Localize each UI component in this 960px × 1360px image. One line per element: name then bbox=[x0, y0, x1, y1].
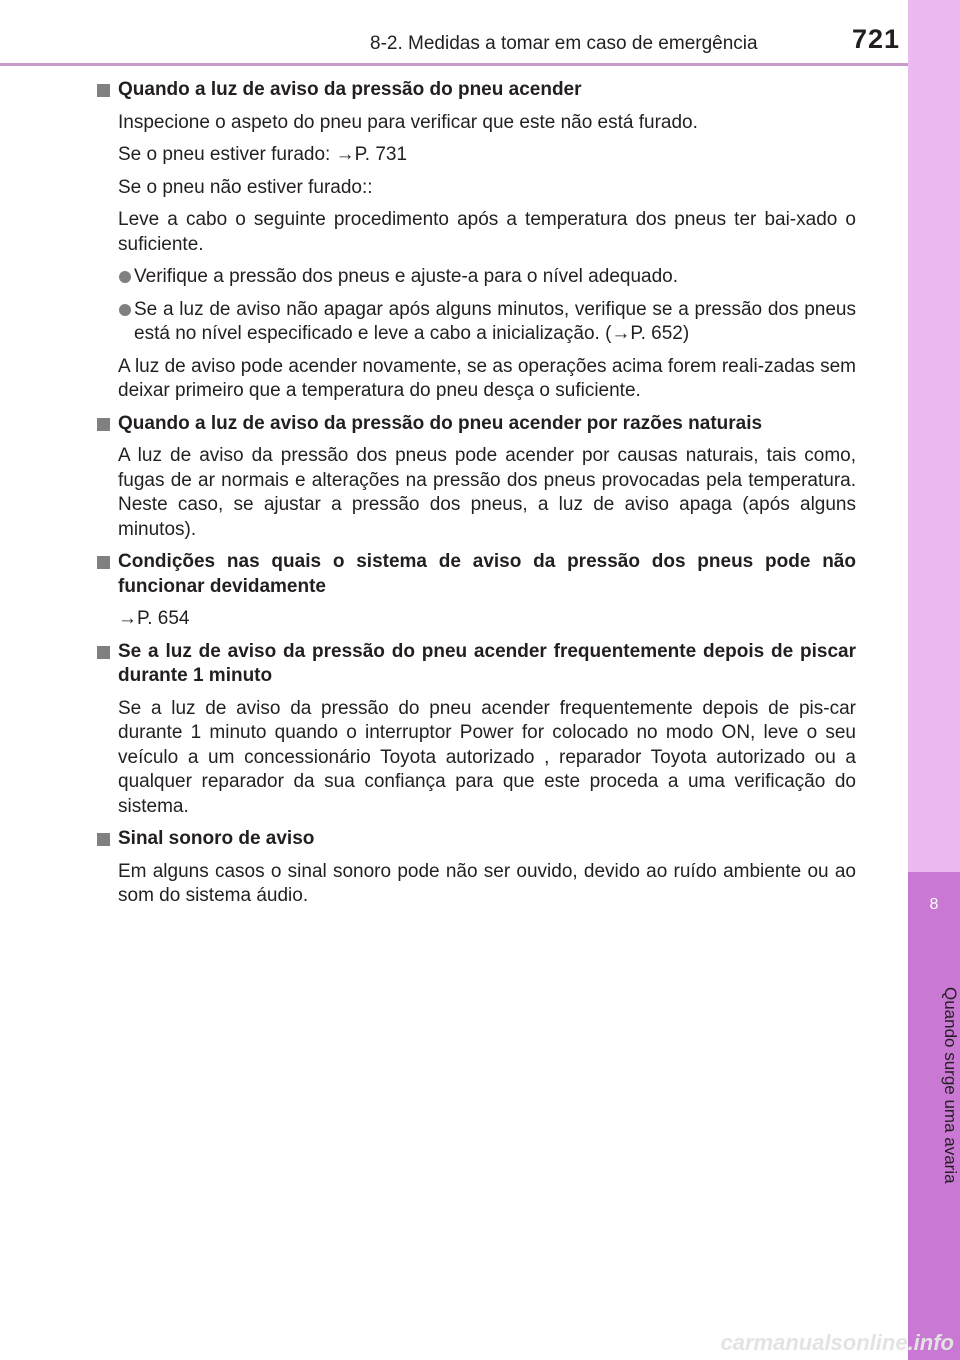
square-bullet-icon bbox=[97, 418, 110, 431]
chapter-title bbox=[908, 960, 960, 1210]
bullet-item: Verifique a pressão dos pneus e ajuste-a para o nível adequado. bbox=[96, 265, 856, 290]
paragraph: Leve a cabo o seguinte procedimento após a temperatura dos pneus ter bai-xado o suficiente. bbox=[118, 209, 856, 255]
paragraph: Inspecione o aspeto do pneu para verificar que este não está furado. bbox=[118, 111, 698, 133]
header-section-title: 8-2. Medidas a tomar em caso de emergência bbox=[370, 33, 758, 54]
section-heading: Condições nas quais o sistema de aviso da pressão dos pneus pode não funcionar devidamente bbox=[96, 550, 856, 599]
square-bullet-icon bbox=[97, 833, 110, 846]
section bbox=[96, 78, 856, 404]
paragraph: Se o pneu estiver furado: →P. 731 bbox=[118, 144, 408, 165]
paragraph: Em alguns casos o sinal sonoro pode não ser ouvido, devido ao ruído ambiente ou ao som do sistema áudio. bbox=[118, 860, 856, 906]
circle-bullet-icon bbox=[119, 304, 131, 316]
circle-bullet-icon bbox=[119, 271, 131, 283]
header-divider bbox=[0, 63, 908, 66]
section bbox=[96, 550, 856, 632]
page-content bbox=[96, 78, 856, 917]
watermark: carmanualsonline.info bbox=[720, 1330, 954, 1355]
square-bullet-icon bbox=[97, 646, 110, 659]
paragraph: A luz de aviso pode acender novamente, se as operações acima forem reali-zadas sem deixar primeiro que a temperatura do pneu desça o suficiente. bbox=[118, 355, 856, 401]
section bbox=[96, 827, 856, 909]
paragraph: →P. 654 bbox=[118, 608, 190, 629]
section-heading: Quando a luz de aviso da pressão do pneu acender por razões naturais bbox=[96, 412, 856, 437]
section-heading: Quando a luz de aviso da pressão do pneu acender bbox=[96, 78, 856, 103]
square-bullet-icon bbox=[97, 556, 110, 569]
section bbox=[96, 640, 856, 820]
square-bullet-icon bbox=[97, 84, 110, 97]
chapter-title-text: Quando surge uma avaria bbox=[941, 986, 960, 1184]
paragraph: A luz de aviso da pressão dos pneus pode acender por causas naturais, tais como, fugas de ar normais e alterações na pressão dos pneus provocadas pela temperatura. Neste caso, se ajustar a pressão dos pneus, a luz de aviso apaga (após alguns minutos). bbox=[118, 445, 856, 540]
paragraph: Se a luz de aviso da pressão do pneu acender frequentemente depois de pis-car durante 1 minuto quando o interruptor Power for colocado no modo ON, leve o seu veículo a um concessionário Toyota autorizado , reparador Toyota autorizado ou a qualquer reparador da sua confiança para que este proceda a uma verificação do sistema. bbox=[118, 697, 856, 817]
paragraph: Se o pneu não estiver furado:: bbox=[118, 176, 373, 198]
section-heading: Sinal sonoro de aviso bbox=[96, 827, 856, 852]
chapter-number: 8 bbox=[929, 896, 939, 913]
section bbox=[96, 412, 856, 543]
section-heading: Se a luz de aviso da pressão do pneu acender frequentemente depois de piscar durante 1 minuto bbox=[96, 640, 856, 689]
page-number: 721 bbox=[851, 24, 900, 54]
bullet-item: Se a luz de aviso não apagar após alguns minutos, verifique se a pressão dos pneus está no nível especificado e leve a cabo a inicialização. (→P. 652) bbox=[96, 298, 856, 347]
